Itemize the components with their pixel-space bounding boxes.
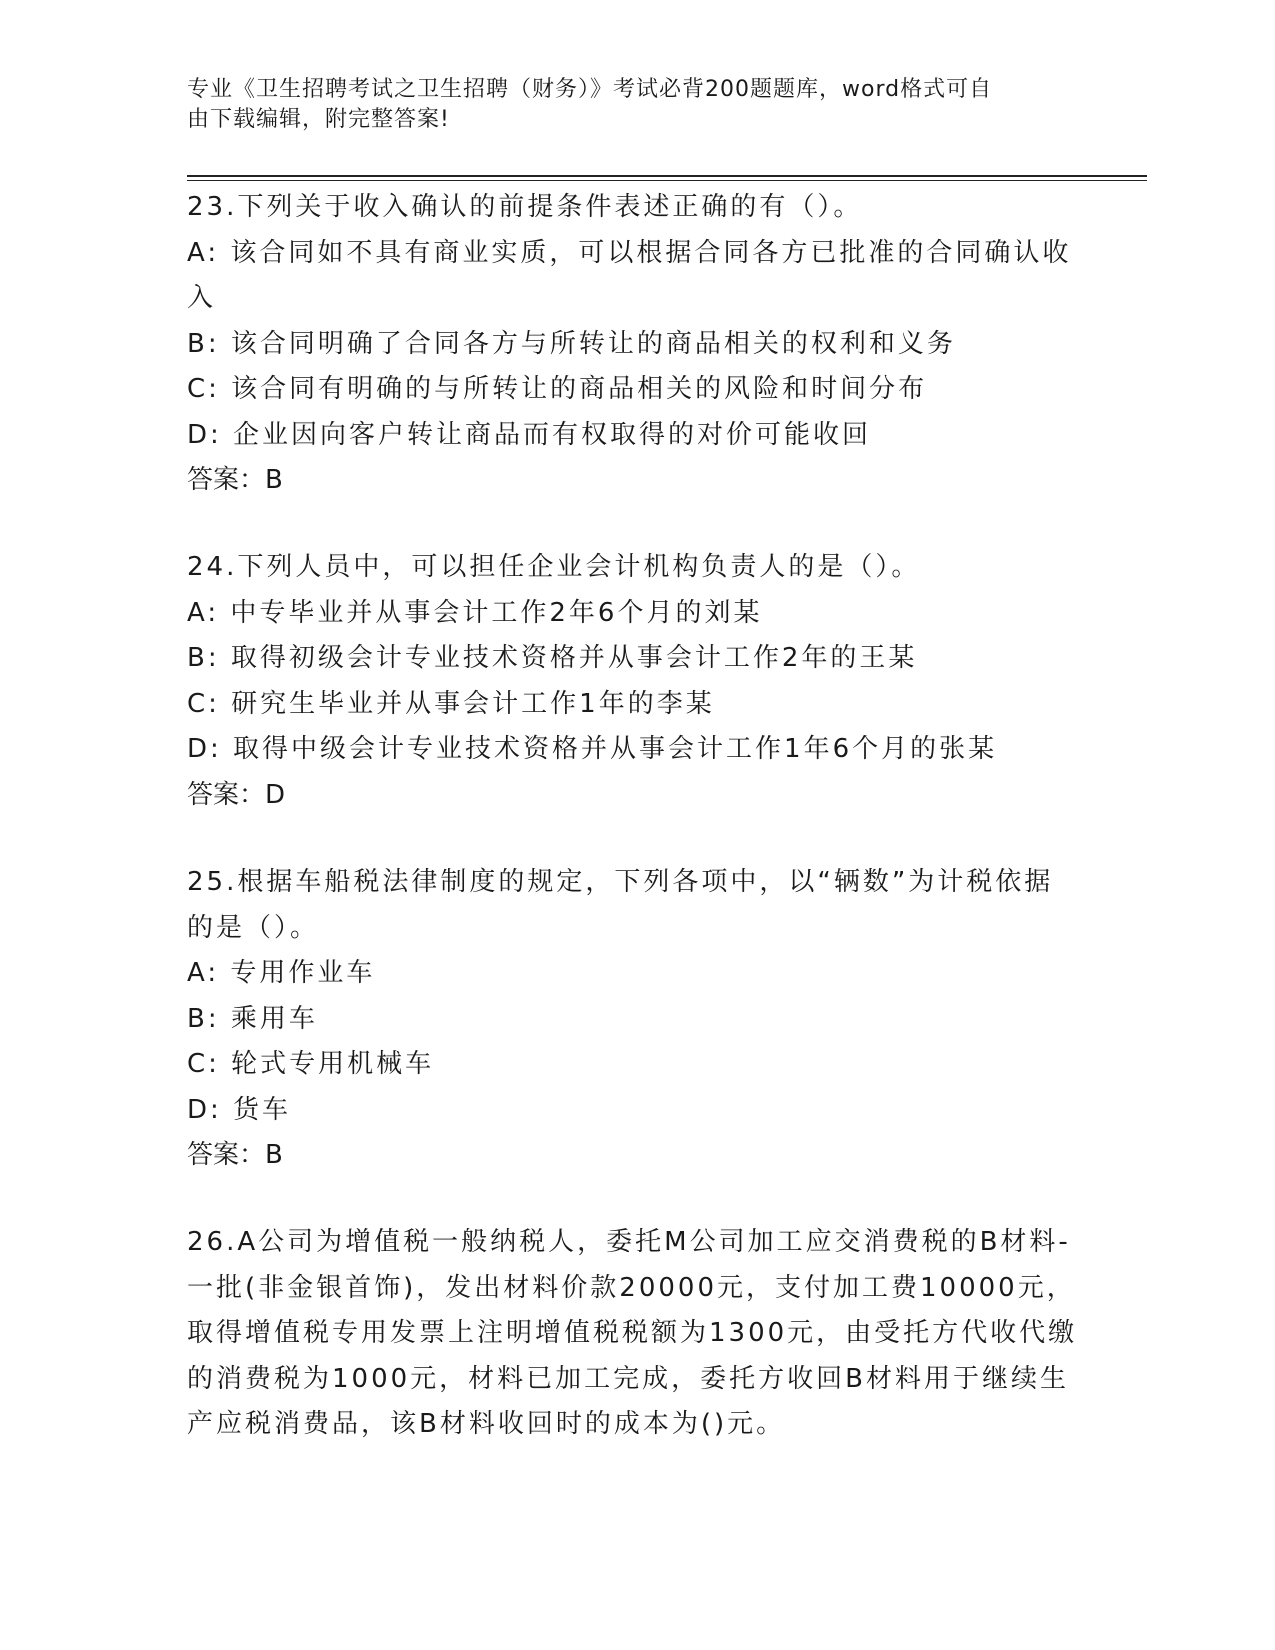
header-divider-thin xyxy=(187,180,1147,181)
header-line-2: 由下载编辑，附完整答案! xyxy=(187,107,450,132)
question-stem-line-3: 取得增值税专用发票上注明增值税税额为1300元，由受托方代收代缴 xyxy=(187,1318,1078,1348)
answer: 答案：D xyxy=(187,779,286,810)
option-c: C: 该合同有明确的与所转让的商品相关的风险和时间分布 xyxy=(187,374,928,404)
question-stem-line-4: 的消费税为1000元，材料已加工完成，委托方收回B材料用于继续生 xyxy=(187,1363,1070,1394)
option-a: A: 中专毕业并从事会计工作2年6个月的刘某 xyxy=(187,597,763,628)
option-b: B: 乘用车 xyxy=(187,1003,318,1034)
question-24 xyxy=(187,545,1067,818)
question-stem: 24.下列人员中，可以担任企业会计机构负责人的是（）。 xyxy=(187,552,921,582)
question-23 xyxy=(187,185,1072,504)
question-stem: 26.A公司为增值税一般纳税人，委托M公司加工应交消费税的B材料- xyxy=(187,1227,1071,1257)
document-header xyxy=(187,75,1067,135)
header-divider-thick xyxy=(187,175,1147,177)
option-b: B: 该合同明确了合同各方与所转让的商品相关的权利和义务 xyxy=(187,328,956,359)
question-stem-line-5: 产应税消费品，该B材料收回时的成本为()元。 xyxy=(187,1409,786,1439)
option-a: A: 该合同如不具有商业实质，可以根据合同各方已批准的合同确认收 xyxy=(187,237,1072,268)
answer: 答案：B xyxy=(187,1140,283,1170)
question-25 xyxy=(187,860,1067,1179)
header-line-1: 专业《卫生招聘考试之卫生招聘（财务）》考试必背200题题库，word格式可自 xyxy=(187,77,993,102)
question-26 xyxy=(187,1220,1078,1448)
option-d: D: 取得中级会计专业技术资格并从事会计工作1年6个月的张某 xyxy=(187,734,998,764)
option-c: C: 研究生毕业并从事会计工作1年的李某 xyxy=(187,688,715,719)
question-stem: 23.下列关于收入确认的前提条件表述正确的有（）。 xyxy=(187,192,863,222)
option-a: A: 专用作业车 xyxy=(187,958,376,988)
question-stem-line-2: 一批(非金银首饰)，发出材料价款20000元，支付加工费10000元， xyxy=(187,1272,1076,1303)
question-stem-continued: 的是（）。 xyxy=(187,912,320,943)
option-d: D: 货车 xyxy=(187,1094,292,1125)
option-b: B: 取得初级会计专业技术资格并从事会计工作2年的王某 xyxy=(187,643,918,673)
option-a-continued: 入 xyxy=(187,283,217,313)
answer: 答案：B xyxy=(187,465,283,495)
option-c: C: 轮式专用机械车 xyxy=(187,1049,435,1079)
option-d: D: 企业因向客户转让商品而有权取得的对价可能收回 xyxy=(187,419,872,450)
question-stem: 25.根据车船税法律制度的规定，下列各项中，以“辆数”为计税依据 xyxy=(187,867,1054,897)
